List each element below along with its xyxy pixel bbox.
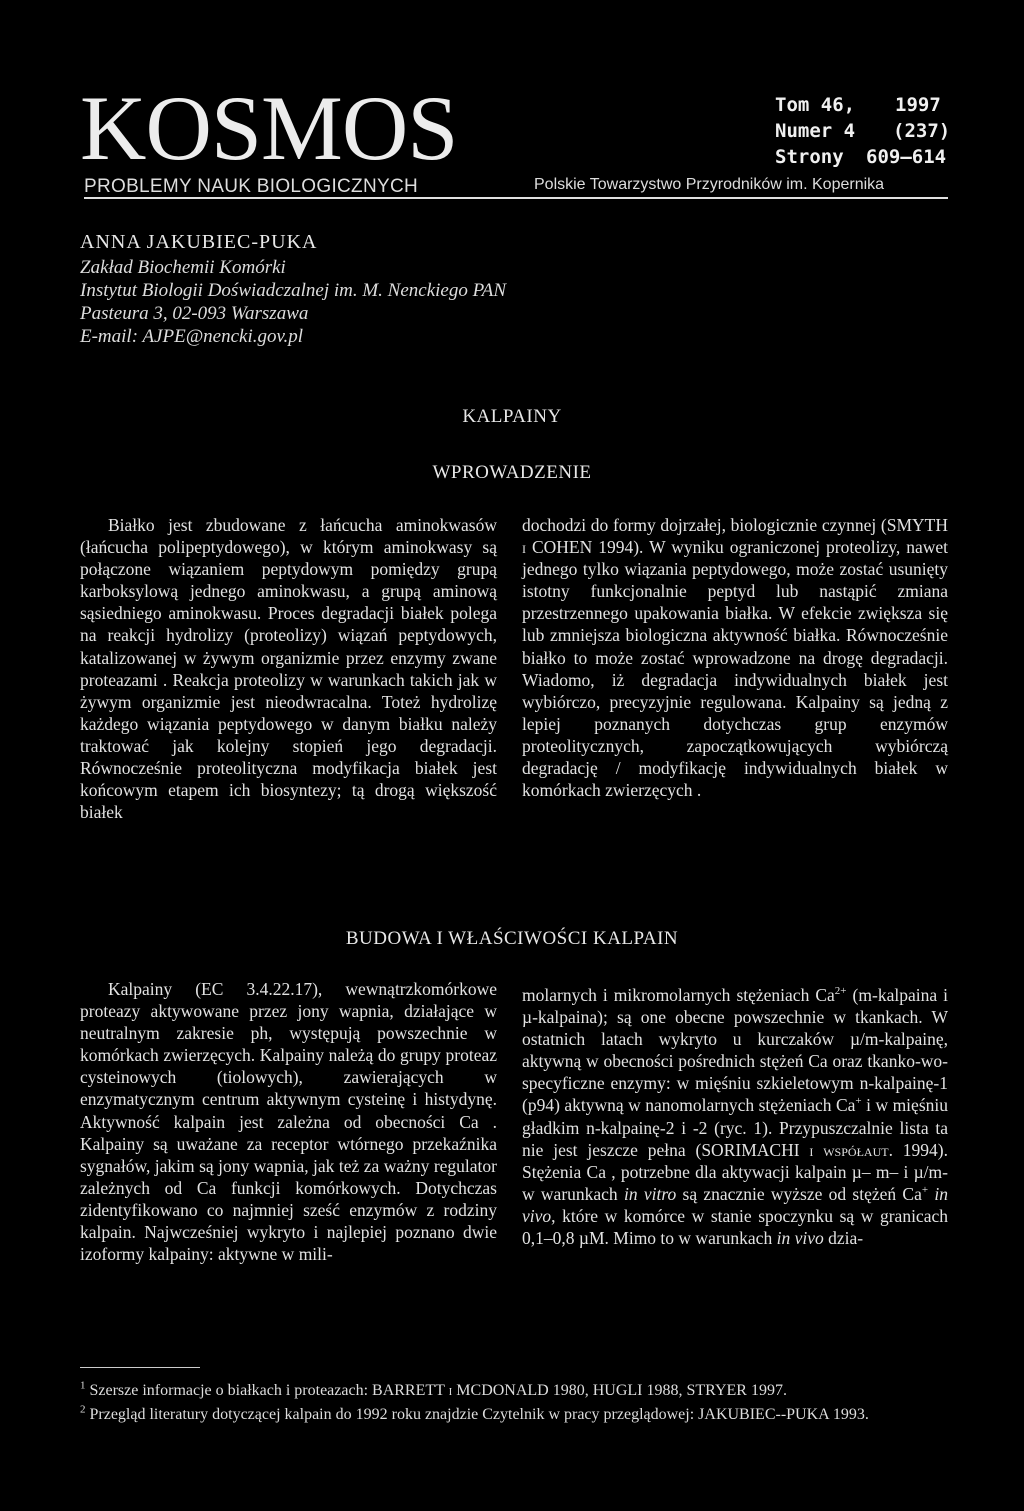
journal-subtitle: PROBLEMY NAUK BIOLOGICZNYCH: [84, 176, 418, 197]
intro-column-right: [522, 514, 948, 801]
author-email: E-mail: AJPE@nencki.gov.pl: [80, 326, 304, 347]
intro-paragraph: Białko jest zbudowane z łańcucha aminokwasów (łańcucha polipeptydowego), w którym aminokwasy są połączone wiązaniem peptydowym pomiędzy grupą karboksylową jednego aminokwasu, a grupą aminową sąsiedniego aminokwasu. Proces degradacji białek polega na reakcji hydrolizy (proteolizy) wiązań peptydowych, katalizowanej w żywym organizmie przez enzymy zwane proteazami . Reakcja proteolizy w warunkach takich jak w żywym organizmie jest nieodwracalna. Toteż hydrolizę każdego wiązania peptydowego w danym białku należy traktować jak kolejny stopień jego degradacji. Równocześnie proteolityczna modyfikacja białek jest końcowym etapem ich biosyntezy; tą drogą większość białek: [80, 515, 497, 823]
numer-value: (237): [893, 120, 951, 142]
citation: BARRETT i MCDONALD 1980, HUGLI 1988, STRYER 1997.: [372, 1382, 787, 1399]
footnote-marker: 2: [80, 1403, 86, 1416]
affiliation-line: Instytut Biologii Doświadczalnej im. M. Nenckiego PAN: [80, 280, 507, 301]
citation: SORIMACHI i współaut.: [701, 1139, 893, 1160]
structure-column-left: [80, 978, 497, 1265]
issue-values: [893, 92, 950, 144]
italic-term: in vitro: [623, 1183, 677, 1204]
superscript: +: [855, 1095, 862, 1108]
superscript: +: [921, 1184, 929, 1197]
affiliation-line: Pasteura 3, 02-093 Warszawa: [80, 303, 309, 324]
author-name: ANNA JAKUBIEC-PUKA: [80, 231, 318, 253]
issue-labels: [775, 92, 855, 170]
tom-label: Tom 46,: [775, 94, 856, 116]
citation: JAKUBIEC--PUKA 1993.: [698, 1406, 869, 1423]
superscript: 2+: [834, 985, 847, 998]
intro-text: 1994). W wyniku ograniczonej proteolizy, nawet jednego tylko wiązania peptydowego, może zostać usunięty istotny funkcjonalnie peptyd lub nastąpić zmiana przestrzennego upakowania białka. W efekcie zwiększa się lub zmniejsza biologiczna aktywność białka. Równocześnie białko to może zostać wprowadzone na drogę degradacji. Wiadomo, iż degradacja indywidualnych białek jest wybiórczo, precyzyjnie regulowana. Kalpainy są jedną z lepiej poznanych dotychczas grup enzymów proteolitycznych, zapoczątkowujących wybiórczą degradację / modyfikację indywidualnych białek w komórkach zwierzęcych .: [522, 537, 948, 801]
italic-term: in vivo: [522, 1183, 949, 1226]
journal-logo: KOSMOS: [80, 77, 458, 179]
structure-text: i w mięśniu gładkim n-kalpainę-2 i -2 (ryc. 1). Przypuszczalnie lista ta nie jest jeszcze pełna (: [522, 1095, 948, 1160]
structure-text: 1994). Stężenia Ca , potrzebne dla aktywacji kalpain µ– m– i µ/m- w warunkach: [522, 1139, 949, 1204]
section-heading-structure: BUDOWA I WŁAŚCIWOŚCI KALPAIN: [345, 928, 679, 949]
section-heading-introduction: WPROWADZENIE: [432, 462, 592, 483]
footnote-2: [80, 1404, 948, 1426]
affiliation-line: Zakład Biochemii Komórki: [80, 257, 286, 278]
strony-value: 609–614: [866, 146, 947, 168]
society-name: Polskie Towarzystwo Przyrodników im. Kopernika: [534, 176, 885, 193]
citation: SMYTH i COHEN: [522, 515, 948, 558]
article-title: KALPAINY: [462, 406, 562, 427]
header-divider: [84, 197, 948, 199]
structure-text: są znacznie wyższe od stężeń Ca: [676, 1183, 922, 1204]
italic-term: in vivo: [776, 1228, 824, 1249]
structure-paragraph: Kalpainy (EC 3.4.22.17), wewnątrzkomórkowe proteazy aktywowane przez jony wapnia, działające w neutralnym zakresie ph, występują powszechnie w komórkach zwierzęcych. Kalpainy należą do grupy proteaz cysteinowych (tiolowych), zawierających w enzymatycznym centrum aktywnym cysteinę i histydynę. Aktywność kalpain jest zależna od obecności Ca . Kalpainy są uważane za receptor wtórnego przekaźnika sygnałów, jakim są jony wapnia, jak też za ważny regulator zależnych od Ca funkcji komórkowych. Dotychczas zidentyfikowano co najmniej sześć enzymów z rodziny kalpain. Najwcześniej wykryto i najlepiej poznano dwie izoformy kalpainy: aktywne w mili-: [80, 979, 497, 1265]
numer-label: Numer 4: [775, 120, 856, 142]
footnote-rule: [80, 1367, 200, 1368]
structure-text: molarnych i mikromolarnych stężeniach Ca: [522, 985, 835, 1005]
strony-label: Strony: [775, 146, 844, 168]
structure-column-right: [522, 984, 948, 1249]
footnote-text: Przegląd literatury dotyczącej kalpain do 1992 roku znajdzie Czytelnik w pracy przeglądowej:: [89, 1406, 699, 1423]
structure-text: , które w komórce w stanie spoczynku są w granicach 0,1–0,8 µM. Mimo to w warunkach: [522, 1205, 948, 1249]
structure-text: dzia-: [823, 1228, 864, 1249]
structure-text: (m-kalpaina i µ-kalpaina); są one obecne powszechnie w tkankach. W ostatnich latach wykryto u kurczaków µ/m-kalpainę, aktywną w obecności pośrednich stężeń Ca oraz tkanko-wo-specyficzne enzymy: w mięśniu szkieletowym n-kalpainę-1 (p94) aktywną w nanomolarnych stężeniach Ca: [522, 985, 948, 1116]
footnote-text: Szersze informacje o białkach i proteazach:: [89, 1382, 373, 1399]
intro-column-left: [80, 514, 497, 823]
footnote-marker: 1: [80, 1379, 86, 1392]
footnote-1: [80, 1380, 948, 1402]
tom-year: 1997: [895, 94, 941, 116]
intro-text: dochodzi do formy dojrzałej, biologicznie czynnej (: [522, 515, 887, 535]
